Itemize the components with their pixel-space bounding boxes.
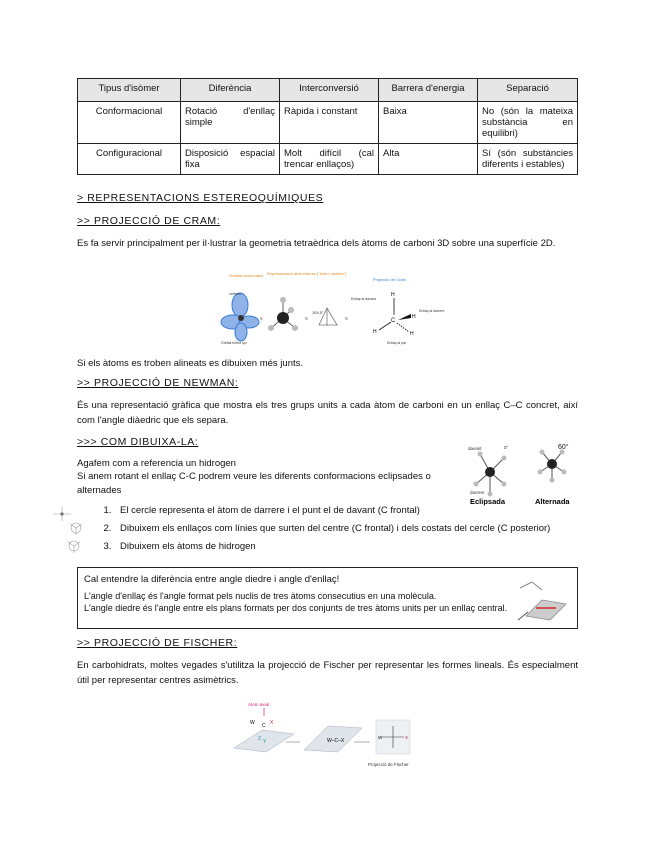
table-cell: Baixa: [379, 102, 478, 144]
newman-intro-2: Si anem rotant el enllaç C-C podrem veure les diferents conformacions eclipsades o alternades: [77, 471, 431, 496]
table-cell: Sí (són substàncies diferents i estables): [478, 144, 578, 175]
z-atom: Z: [258, 736, 262, 742]
fischer-projection-image: [376, 720, 410, 754]
ball-stick-image: [268, 297, 298, 331]
orbital-model-image: [221, 293, 259, 341]
table-cell: Rotació d'enllaç simple: [181, 102, 280, 144]
table-cell: No (són la mateixa substància en equilibri): [478, 102, 578, 144]
svg-text:C: C: [391, 318, 396, 324]
svg-text:≡: ≡: [345, 316, 348, 322]
table-cell: Molt difícil (cal trencar enllaços): [280, 144, 379, 175]
eclipsed-caption: Eclipsada: [470, 497, 506, 506]
cram-heading: >> PROJECCIÓ DE CRAM:: [77, 215, 221, 227]
list-item: 2. Dibuixem els enllaços com línies que surten del centre (C frontal) i dels costats del cercle (C posterior): [114, 522, 550, 540]
newman-heading: >> PROJECCIÓ DE NEWMAN:: [77, 377, 239, 389]
svg-text:H: H: [373, 329, 377, 335]
fischer-figure: [232, 700, 422, 772]
newman-paragraph: És una representació gràfica que mostra els tres grups units a cada àtom de carboni en un enllaç C–C concret, així com l'angle diàedric que els separa.: [77, 400, 578, 426]
carbon-label: carboni: [229, 292, 241, 296]
staggered-caption: Alternada: [535, 497, 570, 506]
table-header-row: [78, 79, 578, 102]
newman-steps-list: [94, 504, 550, 558]
fischer-step1-image: [234, 720, 294, 752]
table-cell: Disposició espacial fixa: [181, 144, 280, 175]
table-row: [78, 102, 578, 144]
note-line-2: L'angle diedre és l'angle entre els plans formats per dos conjunts de tres àtoms units per un enllaç central.: [84, 603, 508, 613]
fischer-caption: Projecció de Fischer: [368, 762, 409, 767]
cram-after-text: Si els àtoms es troben alineats es dibuixen més junts.: [77, 358, 304, 369]
table-header-cell: Barrera d'energia: [379, 79, 478, 102]
section-heading-stereochemistry: > REPRESENTACIONS ESTEREOQUÍMIQUES: [77, 192, 324, 204]
cram-paragraph: Es fa servir principalment per il·lustrar la geometria tetraèdrica dels àtoms de carboni 3D sobre una superfície 2D.: [77, 238, 556, 249]
note-title: Cal entendre la diferència entre angle diedre i angle d'enllaç!: [84, 574, 340, 585]
orbital-sub-label: Orbital híbrid sp³: [221, 341, 247, 345]
zero-angle-label: 0°: [504, 445, 509, 450]
tetrahedron-image: [312, 308, 337, 326]
svg-text:≡: ≡: [305, 316, 308, 322]
list-item: 1. El cercle representa el àtom de darrere i el punt el de davant (C frontal): [114, 504, 550, 522]
svg-text:≡: ≡: [260, 316, 263, 322]
axial-atom-label: Àtom axial: [248, 702, 270, 707]
newman-subheading: >>> COM DIBUIXA-LA:: [77, 436, 199, 448]
table-cell: Configuracional: [78, 144, 181, 175]
table-cell: Conformacional: [78, 102, 181, 144]
svg-text:H: H: [391, 292, 395, 298]
newman-conformation-figure: [460, 440, 585, 510]
list-item: 3. Dibuixem els àtoms de hidrogen: [114, 540, 550, 558]
table-cell: Alta: [379, 144, 478, 175]
table-header-cell: Interconversió: [280, 79, 379, 102]
carbon-atom: C: [262, 723, 266, 729]
back-label: darrere: [470, 490, 485, 495]
note-line-1: L'angle d'enllaç és l'angle format pels nuclis de tres àtoms consecutius en una molècula.: [84, 591, 437, 601]
orbital-label: Orbitals moleculars: [229, 273, 264, 278]
dihedral-angle-image: [508, 572, 574, 626]
staggered-model-image: [538, 450, 567, 483]
fischer-paragraph: En carbohidrats, moltes vegades s'utilitza la projecció de Fischer per representar les formes lineals. És especialment útil per representar centres asimètrics.: [77, 660, 578, 686]
table-cell: Ràpida i constant: [280, 102, 379, 144]
angle-label: 109,5°: [312, 310, 324, 315]
svg-text:W–C–X: W–C–X: [327, 738, 345, 744]
table-header-cell: Diferència: [181, 79, 280, 102]
svg-text:W: W: [378, 735, 383, 740]
newman-intro-1: Agafem com a referencia un hidrogen: [77, 458, 236, 469]
table-header-cell: Tipus d'isòmer: [78, 79, 181, 102]
svg-text:H: H: [410, 331, 414, 337]
sixty-angle-label: 60°: [558, 444, 569, 451]
angle-note-box: [77, 567, 578, 629]
wedge-behind-label: Enllaç al darrere: [419, 309, 445, 313]
svg-text:H: H: [412, 314, 416, 320]
fischer-heading: >> PROJECCIÓ DE FISCHER:: [77, 637, 238, 649]
x-atom: X: [270, 720, 274, 726]
cram-projection-label: Projecció de Cram: [373, 277, 406, 282]
svg-text:X: X: [405, 735, 409, 740]
front-label: davant: [468, 446, 482, 451]
table-header-cell: Separació: [478, 79, 578, 102]
y-atom: Y: [263, 739, 267, 745]
plane-label: Enllaç al pla: [387, 341, 406, 345]
cram-figure: [215, 270, 445, 350]
fischer-step2-image: [304, 726, 362, 752]
isomer-comparison-table: [77, 78, 578, 175]
balls-label: Representació amb esferes ("bola i varetes"): [267, 271, 347, 276]
cram-structure-image: [373, 292, 416, 337]
table-row: [78, 144, 578, 175]
w-atom: W: [250, 720, 255, 726]
newman-steps-figure: [48, 504, 90, 556]
wedge-front-label: Enllaç al davant: [351, 297, 376, 301]
